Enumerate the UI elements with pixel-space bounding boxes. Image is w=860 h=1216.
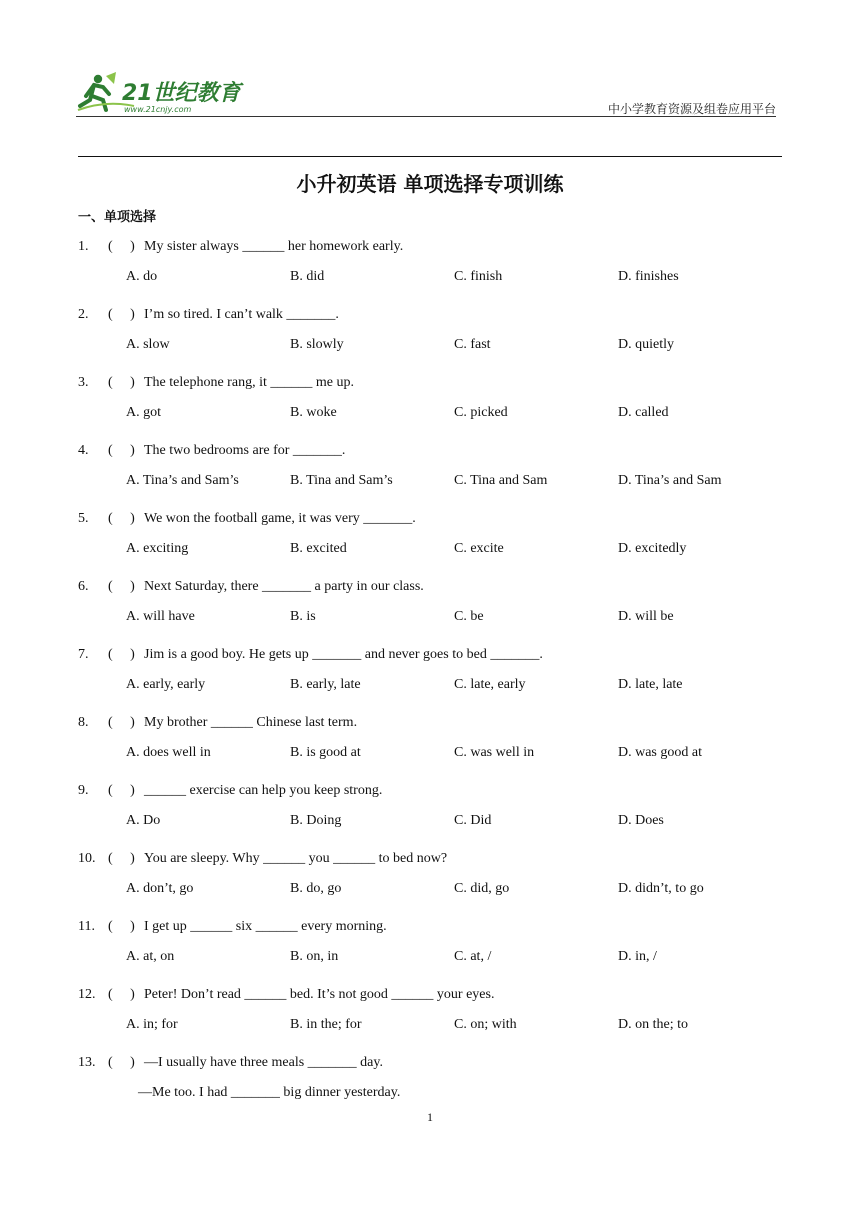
- answer-blank: ( ): [108, 919, 135, 934]
- section-heading: 一、单项选择: [78, 210, 157, 225]
- option-b: B. is good at: [290, 745, 361, 760]
- question-text: I’m so tired. I can’t walk _______.: [144, 307, 339, 322]
- answer-blank: ( ): [108, 443, 135, 458]
- option-b: B. do, go: [290, 881, 342, 896]
- option-c: C. late, early: [454, 677, 526, 692]
- answer-blank: ( ): [108, 783, 135, 798]
- option-c: C. finish: [454, 269, 503, 284]
- svg-text:www.21cnjy.com: [124, 105, 191, 114]
- question-number: 13.: [78, 1055, 96, 1070]
- option-a: A. got: [126, 405, 161, 420]
- option-b: B. did: [290, 269, 325, 284]
- logo-icon: [76, 70, 246, 116]
- question-text: Next Saturday, there _______ a party in our class.: [144, 579, 424, 594]
- question-13: [78, 1051, 383, 1071]
- option-d: D. late, late: [618, 677, 683, 692]
- option-a: A. at, on: [126, 949, 175, 964]
- option-a: A. don’t, go: [126, 881, 194, 896]
- question-number: 12.: [78, 987, 96, 1002]
- question-number: 3.: [78, 375, 89, 390]
- question-1: [78, 235, 403, 255]
- option-c: C. Did: [454, 813, 492, 828]
- option-a: A. do: [126, 269, 158, 284]
- question-9: [78, 779, 382, 799]
- page-title: 小升初英语 单项选择专项训练: [296, 172, 564, 196]
- option-b: B. is: [290, 609, 316, 624]
- title-divider: [78, 156, 782, 157]
- logo-text: 21世纪教育: [122, 81, 241, 106]
- question-text: ______ exercise can help you keep strong.: [144, 783, 383, 798]
- option-b: B. Doing: [290, 813, 342, 828]
- question-10: [78, 847, 447, 867]
- option-a: A. does well in: [126, 745, 211, 760]
- svg-text:21世纪教育: [122, 80, 245, 106]
- option-b: B. in the; for: [290, 1017, 362, 1032]
- option-d: D. will be: [618, 609, 674, 624]
- question-text: The telephone rang, it ______ me up.: [144, 375, 354, 390]
- option-c: C. was well in: [454, 745, 535, 760]
- answer-blank: ( ): [108, 647, 135, 662]
- option-b: B. excited: [290, 541, 347, 556]
- question-text: Peter! Don’t read ______ bed. It’s not good ______ your eyes.: [144, 987, 495, 1002]
- option-d: D. excitedly: [618, 541, 687, 556]
- answer-blank: ( ): [108, 239, 135, 254]
- option-a: A. will have: [126, 609, 195, 624]
- question-number: 6.: [78, 579, 89, 594]
- answer-blank: ( ): [108, 987, 135, 1002]
- question-5: [78, 507, 416, 527]
- question-text: My sister always ______ her homework early.: [144, 239, 404, 254]
- question-text: Jim is a good boy. He gets up _______ and never goes to bed _______.: [144, 647, 543, 662]
- option-d: D. didn’t, to go: [618, 881, 704, 896]
- question-3: [78, 371, 354, 391]
- question-8: [78, 711, 357, 731]
- option-d: D. called: [618, 405, 669, 420]
- option-b: B. early, late: [290, 677, 361, 692]
- question-11: [78, 915, 387, 935]
- option-c: C. picked: [454, 405, 508, 420]
- question-12: [78, 983, 494, 1003]
- question-text: I get up ______ six ______ every morning.: [144, 919, 387, 934]
- question-text: My brother ______ Chinese last term.: [144, 715, 358, 730]
- answer-blank: ( ): [108, 1055, 135, 1070]
- question-continuation: —Me too. I had _______ big dinner yesterday.: [138, 1085, 401, 1100]
- question-text: The two bedrooms are for _______.: [144, 443, 346, 458]
- option-a: A. in; for: [126, 1017, 178, 1032]
- page-number: 1: [427, 1110, 433, 1124]
- question-6: [78, 575, 424, 595]
- answer-blank: ( ): [108, 511, 135, 526]
- answer-blank: ( ): [108, 375, 135, 390]
- option-c: C. excite: [454, 541, 504, 556]
- question-number: 11.: [78, 919, 95, 934]
- answer-blank: ( ): [108, 851, 135, 866]
- option-d: D. quietly: [618, 337, 674, 352]
- option-d: D. finishes: [618, 269, 679, 284]
- option-c: C. be: [454, 609, 484, 624]
- option-a: A. early, early: [126, 677, 206, 692]
- option-c: C. at, /: [454, 949, 492, 964]
- option-c: C. did, go: [454, 881, 510, 896]
- option-b: B. slowly: [290, 337, 344, 352]
- question-text: You are sleepy. Why ______ you ______ to bed now?: [144, 851, 448, 866]
- question-number: 5.: [78, 511, 89, 526]
- option-b: B. Tina and Sam’s: [290, 473, 393, 488]
- question-number: 1.: [78, 239, 89, 254]
- option-d: D. on the; to: [618, 1017, 688, 1032]
- option-d: D. was good at: [618, 745, 702, 760]
- option-a: A. exciting: [126, 541, 189, 556]
- question-number: 10.: [78, 851, 96, 866]
- page-header: [76, 66, 776, 120]
- question-number: 4.: [78, 443, 89, 458]
- question-text: —I usually have three meals _______ day.: [144, 1055, 383, 1070]
- option-b: B. on, in: [290, 949, 339, 964]
- question-number: 8.: [78, 715, 89, 730]
- question-7: [78, 643, 543, 663]
- option-a: A. slow: [126, 337, 170, 352]
- option-a: A. Do: [126, 813, 161, 828]
- question-number: 2.: [78, 307, 89, 322]
- question-number: 9.: [78, 783, 89, 798]
- logo: [76, 70, 246, 116]
- option-d: D. Tina’s and Sam: [618, 473, 722, 488]
- question-4: [78, 439, 345, 459]
- answer-blank: ( ): [108, 715, 135, 730]
- option-c: C. Tina and Sam: [454, 473, 548, 488]
- question-text: We won the football game, it was very _______.: [144, 511, 416, 526]
- question-number: 7.: [78, 647, 89, 662]
- logo-url: www.21cnjy.com: [124, 105, 192, 114]
- platform-label: 中小学教育资源及组卷应用平台: [607, 102, 776, 116]
- answer-blank: ( ): [108, 579, 135, 594]
- option-a: A. Tina’s and Sam’s: [126, 473, 239, 488]
- option-d: D. in, /: [618, 949, 657, 964]
- question-2: [78, 303, 339, 323]
- option-b: B. woke: [290, 405, 337, 420]
- option-c: C. fast: [454, 337, 491, 352]
- header-divider: [76, 116, 776, 117]
- answer-blank: ( ): [108, 307, 135, 322]
- option-d: D. Does: [618, 813, 664, 828]
- option-c: C. on; with: [454, 1017, 517, 1032]
